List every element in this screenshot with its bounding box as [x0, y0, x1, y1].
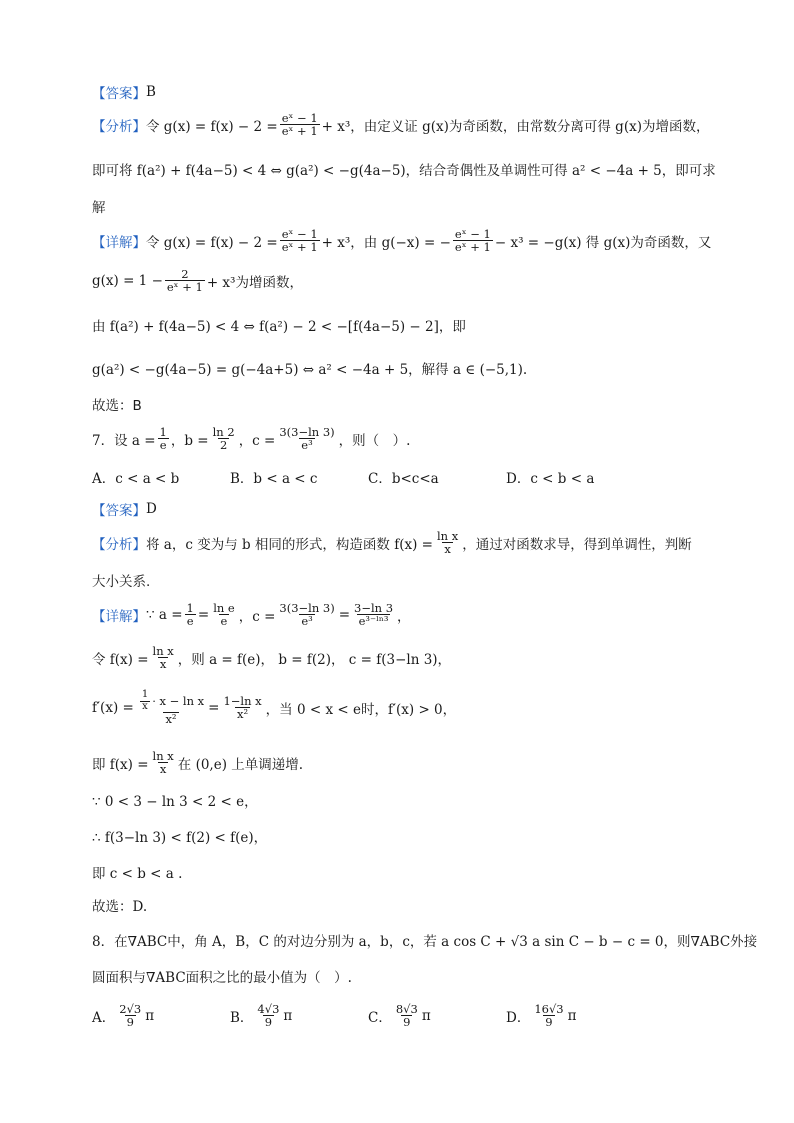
q6-analysis-line-2: 即可将 f(a²) + f(4a−5) < 4 ⇔ g(a²) < −g(4a−5)，结合奇偶性及单调性可得 a² < −4a + 5，即可求 [92, 163, 716, 179]
q7-answer-line [92, 499, 712, 519]
fraction: $\frac{3-\ln 3}{\text{e³⁻ˡⁿ³}}$ [354, 601, 394, 629]
fraction: $\frac{16√3}{9}$ [534, 1002, 564, 1030]
q7-detail-line-6: ∴ f(3−ln 3) < f(2) < f(e)， [92, 830, 268, 846]
fraction: $\frac{4√3}{9}$ [257, 1002, 280, 1030]
q8-option-a[interactable]: A． $\frac{2√3}{9}$ π [92, 1002, 155, 1030]
q7-stem: 7．设 a = $\frac{1}{e}$ ，b = $\frac{\ln 2}{2}$ ，c = $\frac{3(3-\ln 3)}{\text{e³}}$ ，则（ ）. [92, 425, 411, 453]
q8-option-c[interactable]: C． $\frac{8√3}{9}$ π [368, 1002, 431, 1030]
fraction: $\frac{3(3-\ln 3)}{\text{e³}}$ [279, 425, 335, 453]
fraction: $\frac{\ln 2}{2}$ [212, 425, 235, 453]
q8-stem-line-2: 圆面积与∇ABC面积之比的最小值为（ ）. [92, 970, 352, 986]
q7-detail-line-2: 令 f(x) = $\frac{\text{ln x}}{x}$ ，则 a = f(e)， b = f(2)， c = f(3−ln 3)， [92, 644, 452, 672]
q7-detail-line-4: 即 f(x) = $\frac{\text{ln x}}{x}$ 在 (0,e) 上单调递增. [92, 749, 304, 777]
fraction: $\frac{2}{\text{eˣ + 1}}$ [166, 267, 203, 295]
q8-options [92, 1003, 712, 1028]
fraction: $\frac{\text{ln x}}{x}$ [152, 749, 174, 777]
q6-detail-line-3: 由 f(a²) + f(4a−5) < 4 ⇔ f(a²) − 2 < −[f(4a−5) − 2]，即 [92, 319, 466, 335]
fraction: $\frac{\text{ln x}}{x}$ [152, 644, 174, 672]
q7-choice: 故选：D. [92, 899, 148, 915]
q7-option-c[interactable]: C．b<c<a [368, 471, 439, 487]
fraction: $\frac{\text{eˣ − 1}}{\text{eˣ + 1}}$ [281, 227, 318, 255]
fraction: $\frac{\text{ln x}}{x}$ [436, 529, 459, 557]
fraction: $\frac{1}{x}$ [141, 689, 149, 712]
q7-analysis-line-1: 【分析】 将 a，c 变为与 b 相同的形式，构造函数 f(x) = $\frac{\text{ln x}}{x}$ ，通过对函数求导，得到单调性，判断 [92, 529, 692, 557]
fraction: $\frac{\text{eˣ − 1}}{\text{eˣ + 1}}$ [281, 111, 318, 139]
q7-option-b[interactable]: B．b < a < c [230, 471, 318, 487]
q7-analysis-line-2: 大小关系. [92, 574, 151, 590]
q8-option-d[interactable]: D． $\frac{16√3}{9}$ π [506, 1002, 577, 1030]
q7-detail-line-7: 即 c < b < a . [92, 866, 183, 882]
q7-detail-line-5: ∵ 0 < 3 − ln 3 < 2 < e， [92, 794, 258, 810]
fraction: $\frac{\text{ln e}}{e}$ [213, 601, 235, 629]
analysis-tag: 【分析】 [92, 536, 146, 553]
answer-tag: 【答案】 [92, 86, 146, 102]
q7-option-a[interactable]: A．c < a < b [92, 471, 180, 487]
q8-stem-line-1: 8．在∇ABC中，角 A，B，C 的对边分别为 a，b，c，若 a cos C + √3 a sin C − b − c = 0，则∇ABC外接 [92, 934, 758, 950]
fraction: $\frac{1}{e}$ [159, 425, 167, 453]
fraction: $\frac{\text{1−ln x}}{\text{x²}}$ [223, 693, 262, 722]
fraction: $\frac{\text{eˣ − 1}}{\text{eˣ + 1}}$ [454, 227, 491, 255]
q6-detail-line-1: 【详解】 令 g(x) = f(x) − 2 = $\frac{\text{eˣ − 1}}{\text{eˣ + 1}}$ + x³，由 g(−x) = − $\frac{\text{eˣ − 1}}{\text{eˣ + 1}}$ − x³ = −g(x) 得 g(x)为奇函数，又 [92, 227, 712, 255]
q6-choice: 故选：B [92, 398, 142, 414]
fraction: $\frac{8√3}{9}$ [395, 1002, 418, 1030]
q6-detail-line-2: g(x) = 1 − $\frac{2}{\text{eˣ + 1}}$ + x³为增函数， [92, 267, 303, 295]
analysis-tag: 【分析】 [92, 118, 146, 135]
q7-option-d[interactable]: D．c < b < a [506, 471, 595, 487]
q6-answer-line [92, 82, 712, 102]
fraction: $\frac{3(3-\ln 3)}{\text{e³}}$ [279, 601, 335, 629]
q7-detail-line-1: 【详解】 ∵ a = $\frac{1}{e}$ = $\frac{\text{ln e}}{e}$ ，c = $\frac{3(3-\ln 3)}{\text{e³}}$ = $\frac{3-\ln 3}{\text{e³⁻ˡⁿ³}}$ ， [92, 601, 411, 629]
fraction: $\frac{1}{x}$ · x − ln x x² [141, 689, 205, 726]
fraction: $\frac{1}{e}$ [186, 601, 194, 629]
q6-detail-line-4: g(a²) < −g(4a−5) = g(−4a+5) ⇔ a² < −4a + 5，解得 a ∈ (−5,1). [92, 362, 528, 378]
answer-value: B [146, 84, 156, 100]
answer-value: D [146, 501, 157, 517]
fraction: $\frac{2√3}{9}$ [119, 1002, 142, 1030]
q7-detail-line-3: f′(x) = $\frac{1}{x}$ · x − ln x x² = $\frac{\text{1−ln x}}{\text{x²}}$ ，当 0 < x < e时，f′(x) > 0， [92, 689, 457, 726]
detail-tag: 【详解】 [92, 608, 146, 625]
detail-tag: 【详解】 [92, 234, 146, 251]
q6-analysis-line-3: 解 [92, 200, 106, 216]
q7-options [92, 467, 712, 487]
q8-option-b[interactable]: B． $\frac{4√3}{9}$ π [230, 1002, 293, 1030]
answer-tag: 【答案】 [92, 503, 146, 519]
q6-analysis-line-1: 【分析】 令 g(x) = f(x) − 2 = $\frac{\text{eˣ − 1}}{\text{eˣ + 1}}$ + x³，由定义证 g(x)为奇函数，由常数分离可得 g(x)为增函数， [92, 111, 710, 139]
